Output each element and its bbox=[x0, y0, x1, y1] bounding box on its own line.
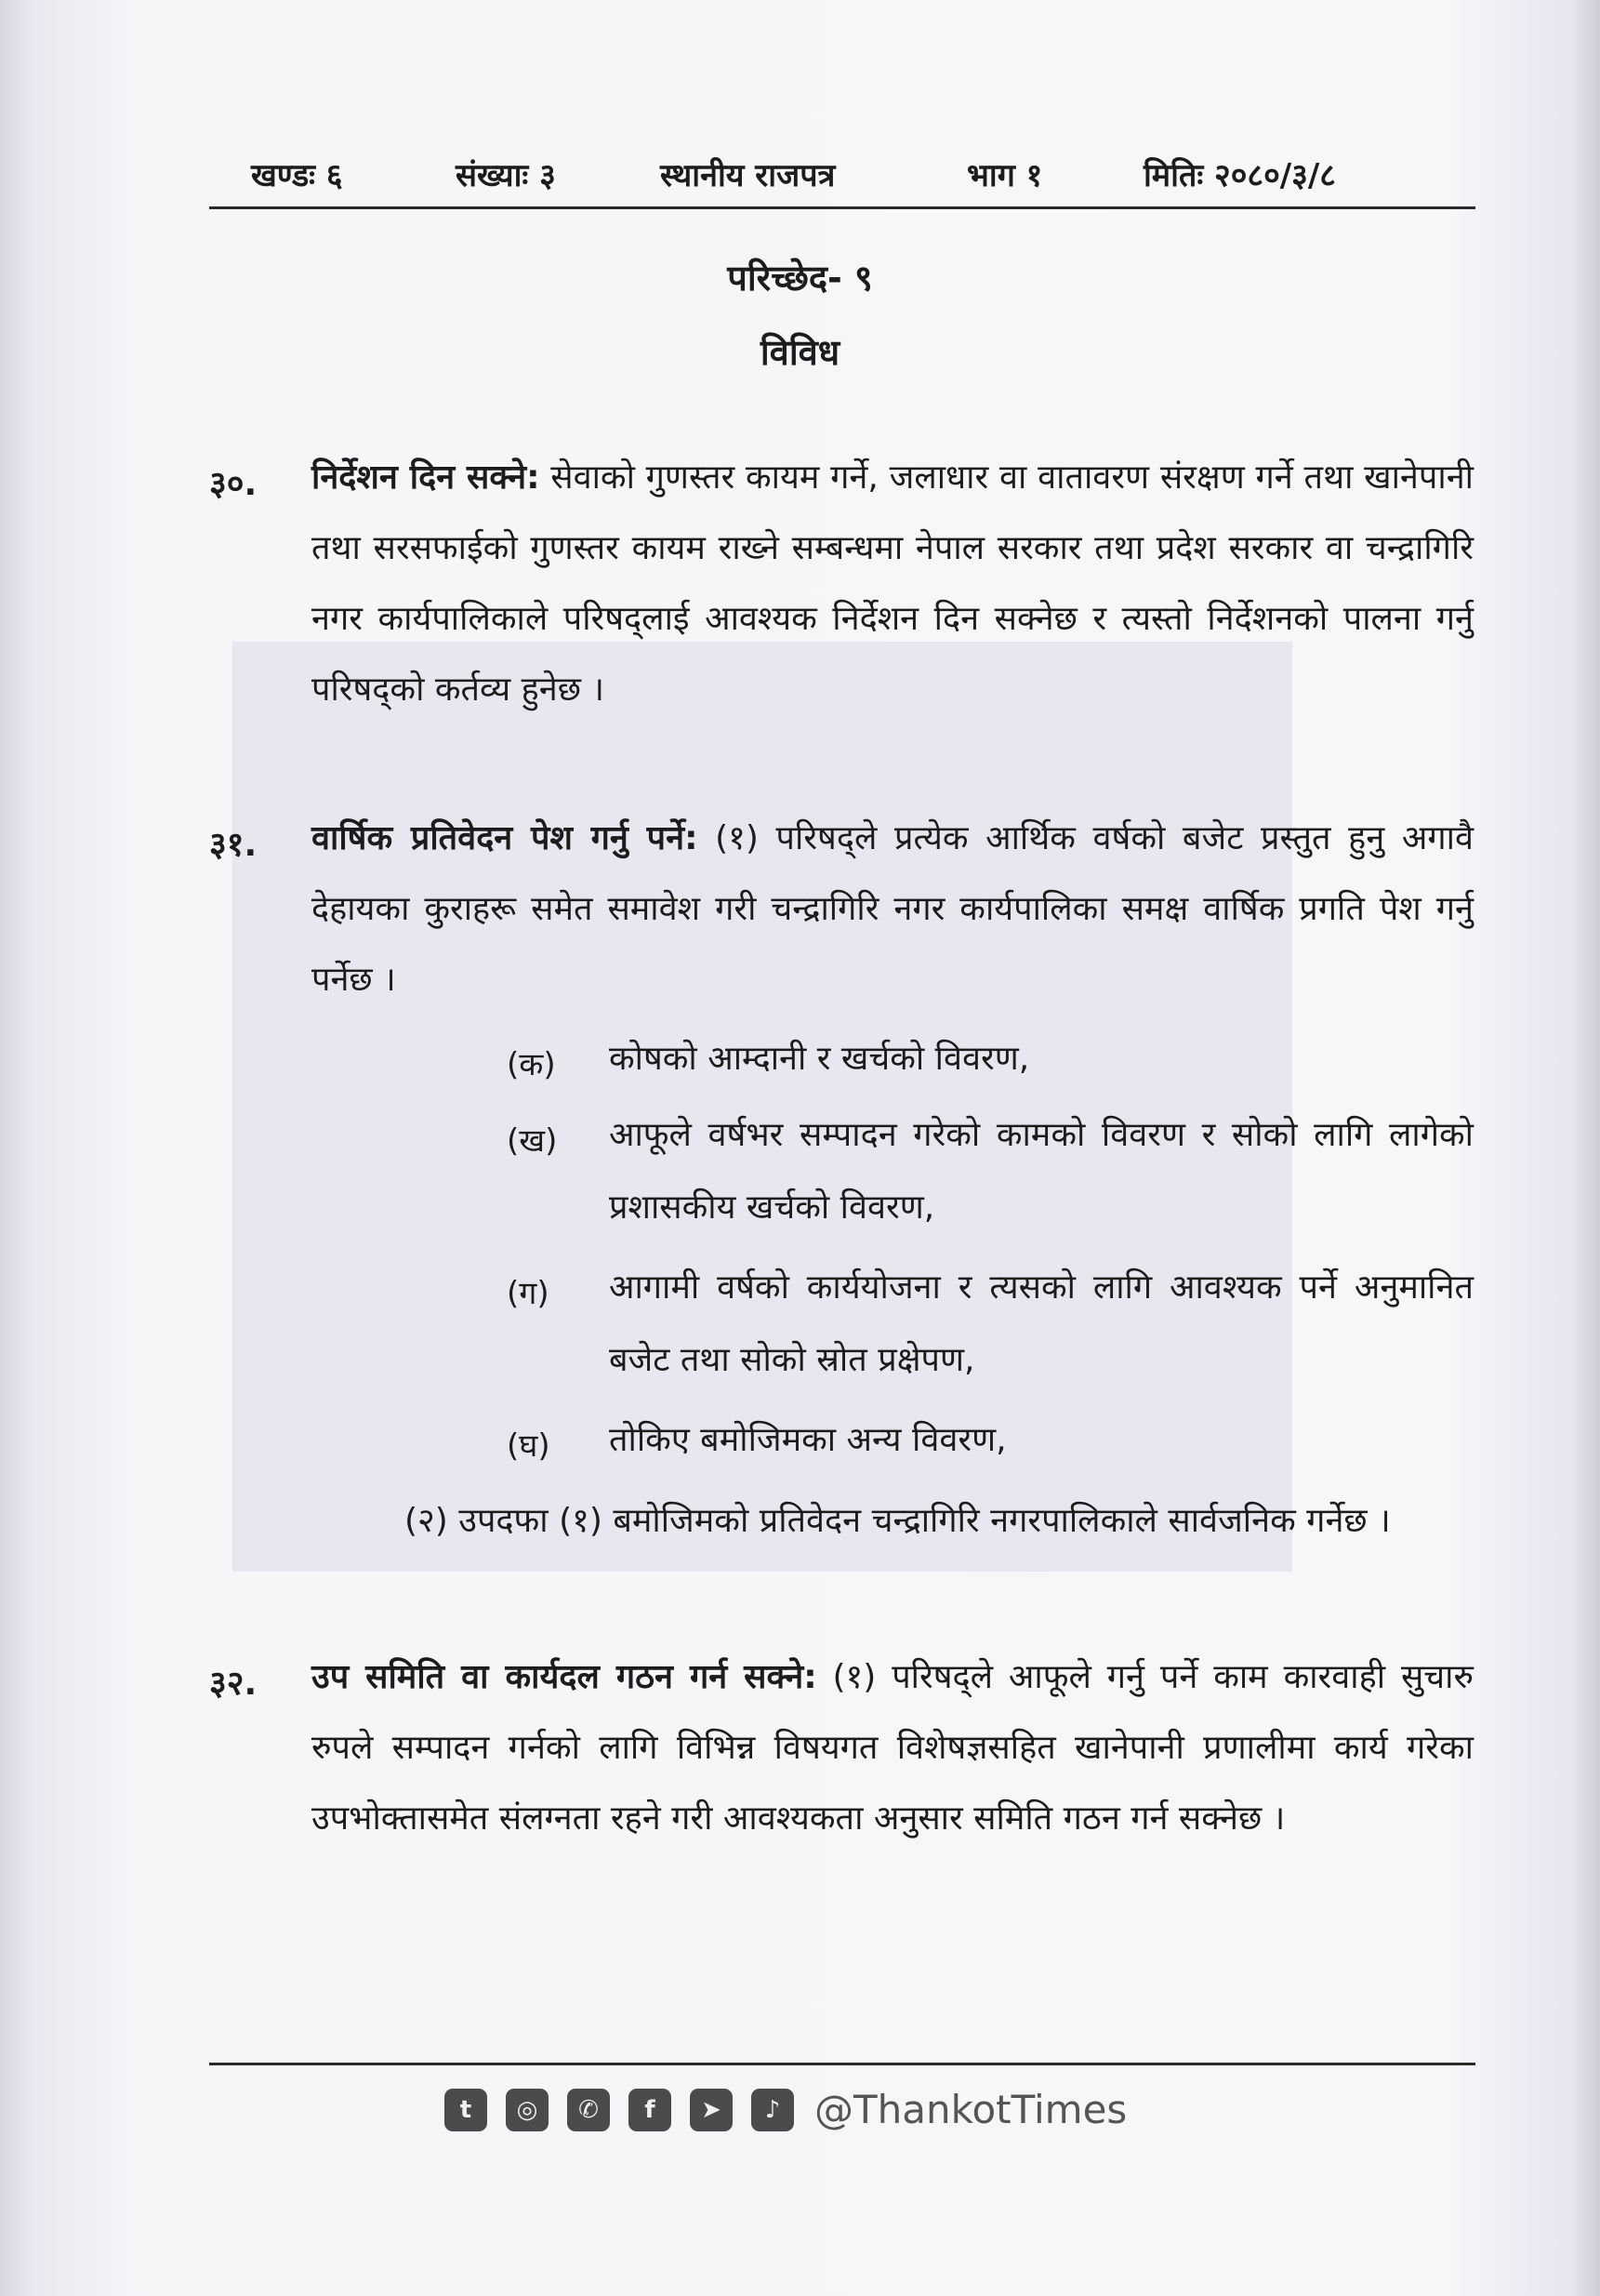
footer-rule bbox=[209, 2063, 1475, 2065]
section-number: ३१. bbox=[209, 826, 258, 864]
section-text: सेवाको गुणस्तर कायम गर्ने, जलाधार वा वातावरण संरक्षण गर्ने तथा खानेपानी तथा सरसफाईको गुणस्तर कायम राख्ने सम्बन्धमा नेपाल सरकार तथा प्रदेश सरकार वा चन्द्रागिरि नगर कार्यपालिकाले परिषद्‌लाई आवश्यक निर्देशन दिन सक्नेछ र त्यस्तो निर्देशनको पालना गर्नु परिषद्‌को कर्तव्य हुनेछ । bbox=[311, 458, 1474, 709]
section-paragraph bbox=[311, 803, 1474, 1015]
viber-icon[interactable]: ✆ bbox=[567, 2089, 610, 2131]
list-item-text: आफूले वर्षभर सम्पादन गरेको कामको विवरण र सोको लागि लागेको प्रशासकीय खर्चको विवरण, bbox=[609, 1116, 1474, 1227]
header-issue: संख्याः ३ bbox=[456, 157, 556, 194]
header-part: भाग १ bbox=[967, 157, 1043, 194]
list-item-text: आगामी वर्षको कार्ययोजना र त्यसको लागि आवश्यक पर्ने अनुमानित बजेट तथा सोको स्रोत प्रक्षेपण, bbox=[609, 1268, 1474, 1379]
section-text: (१) परिषद्‌ले आफूले गर्नु पर्ने काम कारवाही सुचारु रुपले सम्पादन गर्नको लागि विभिन्न विषयगत विशेषज्ञसहित खानेपानी प्रणालीमा कार्य गरेका उपभोक्तासमेत संलग्नता रहने गरी आवश्यकता अनुसार समिति गठन गर्न सक्नेछ । bbox=[311, 1658, 1474, 1838]
section-heading: निर्देशन दिन सक्ने: bbox=[311, 458, 540, 497]
instagram-icon[interactable]: ◎ bbox=[506, 2089, 549, 2131]
list-item-text: तोकिए बमोजिमका अन्य विवरण, bbox=[609, 1421, 1007, 1459]
telegram-icon[interactable]: ➤ bbox=[690, 2089, 733, 2131]
list-item-label: (ग) bbox=[507, 1275, 549, 1312]
list-item-text: कोषको आम्दानी र खर्चको विवरण, bbox=[609, 1040, 1030, 1078]
header-publication: स्थानीय राजपत्र bbox=[660, 157, 836, 194]
list-item-label: (क) bbox=[507, 1046, 556, 1083]
chapter-title: परिच्छेद- ९ bbox=[727, 258, 873, 299]
facebook-icon[interactable]: f bbox=[628, 2089, 671, 2131]
gazette-header bbox=[209, 147, 1474, 205]
section-paragraph bbox=[311, 1642, 1474, 1854]
social-handle[interactable]: @ThankotTimes bbox=[814, 2087, 1128, 2132]
social-footer bbox=[444, 2083, 1188, 2139]
header-volume: खण्डः ६ bbox=[251, 157, 343, 194]
list-item-label: (घ) bbox=[507, 1427, 550, 1465]
section-number: ३२. bbox=[209, 1665, 258, 1703]
twitter-icon[interactable]: t bbox=[444, 2089, 487, 2131]
section-heading: वार्षिक प्रतिवेदन पेश गर्नु पर्ने: bbox=[311, 819, 698, 857]
header-rule bbox=[209, 206, 1475, 209]
section-heading: उप समिति वा कार्यदल गठन गर्न सक्ने: bbox=[311, 1658, 817, 1696]
chapter-subtitle: विविध bbox=[760, 332, 840, 373]
tiktok-icon[interactable]: ♪ bbox=[751, 2089, 794, 2131]
subclause-paragraph: (२) उपदफा (१) बमोजिमको प्रतिवेदन चन्द्रागिरि नगरपालिकाले सार्वजनिक गर्नेछ । bbox=[404, 1502, 1391, 1540]
list-item-label: (ख) bbox=[507, 1122, 558, 1160]
section-text: (१) परिषद्‌ले प्रत्येक आर्थिक वर्षको बजेट प्रस्तुत हुनु अगावै देहायका कुराहरू समेत समावेश गरी चन्द्रागिरि नगर कार्यपालिका समक्ष वार्षिक प्रगति पेश गर्नु पर्नेछ । bbox=[311, 819, 1474, 999]
section-number: ३०. bbox=[209, 465, 258, 503]
header-date: मितिः २०८०/३/८ bbox=[1144, 157, 1336, 194]
section-paragraph bbox=[311, 443, 1474, 725]
